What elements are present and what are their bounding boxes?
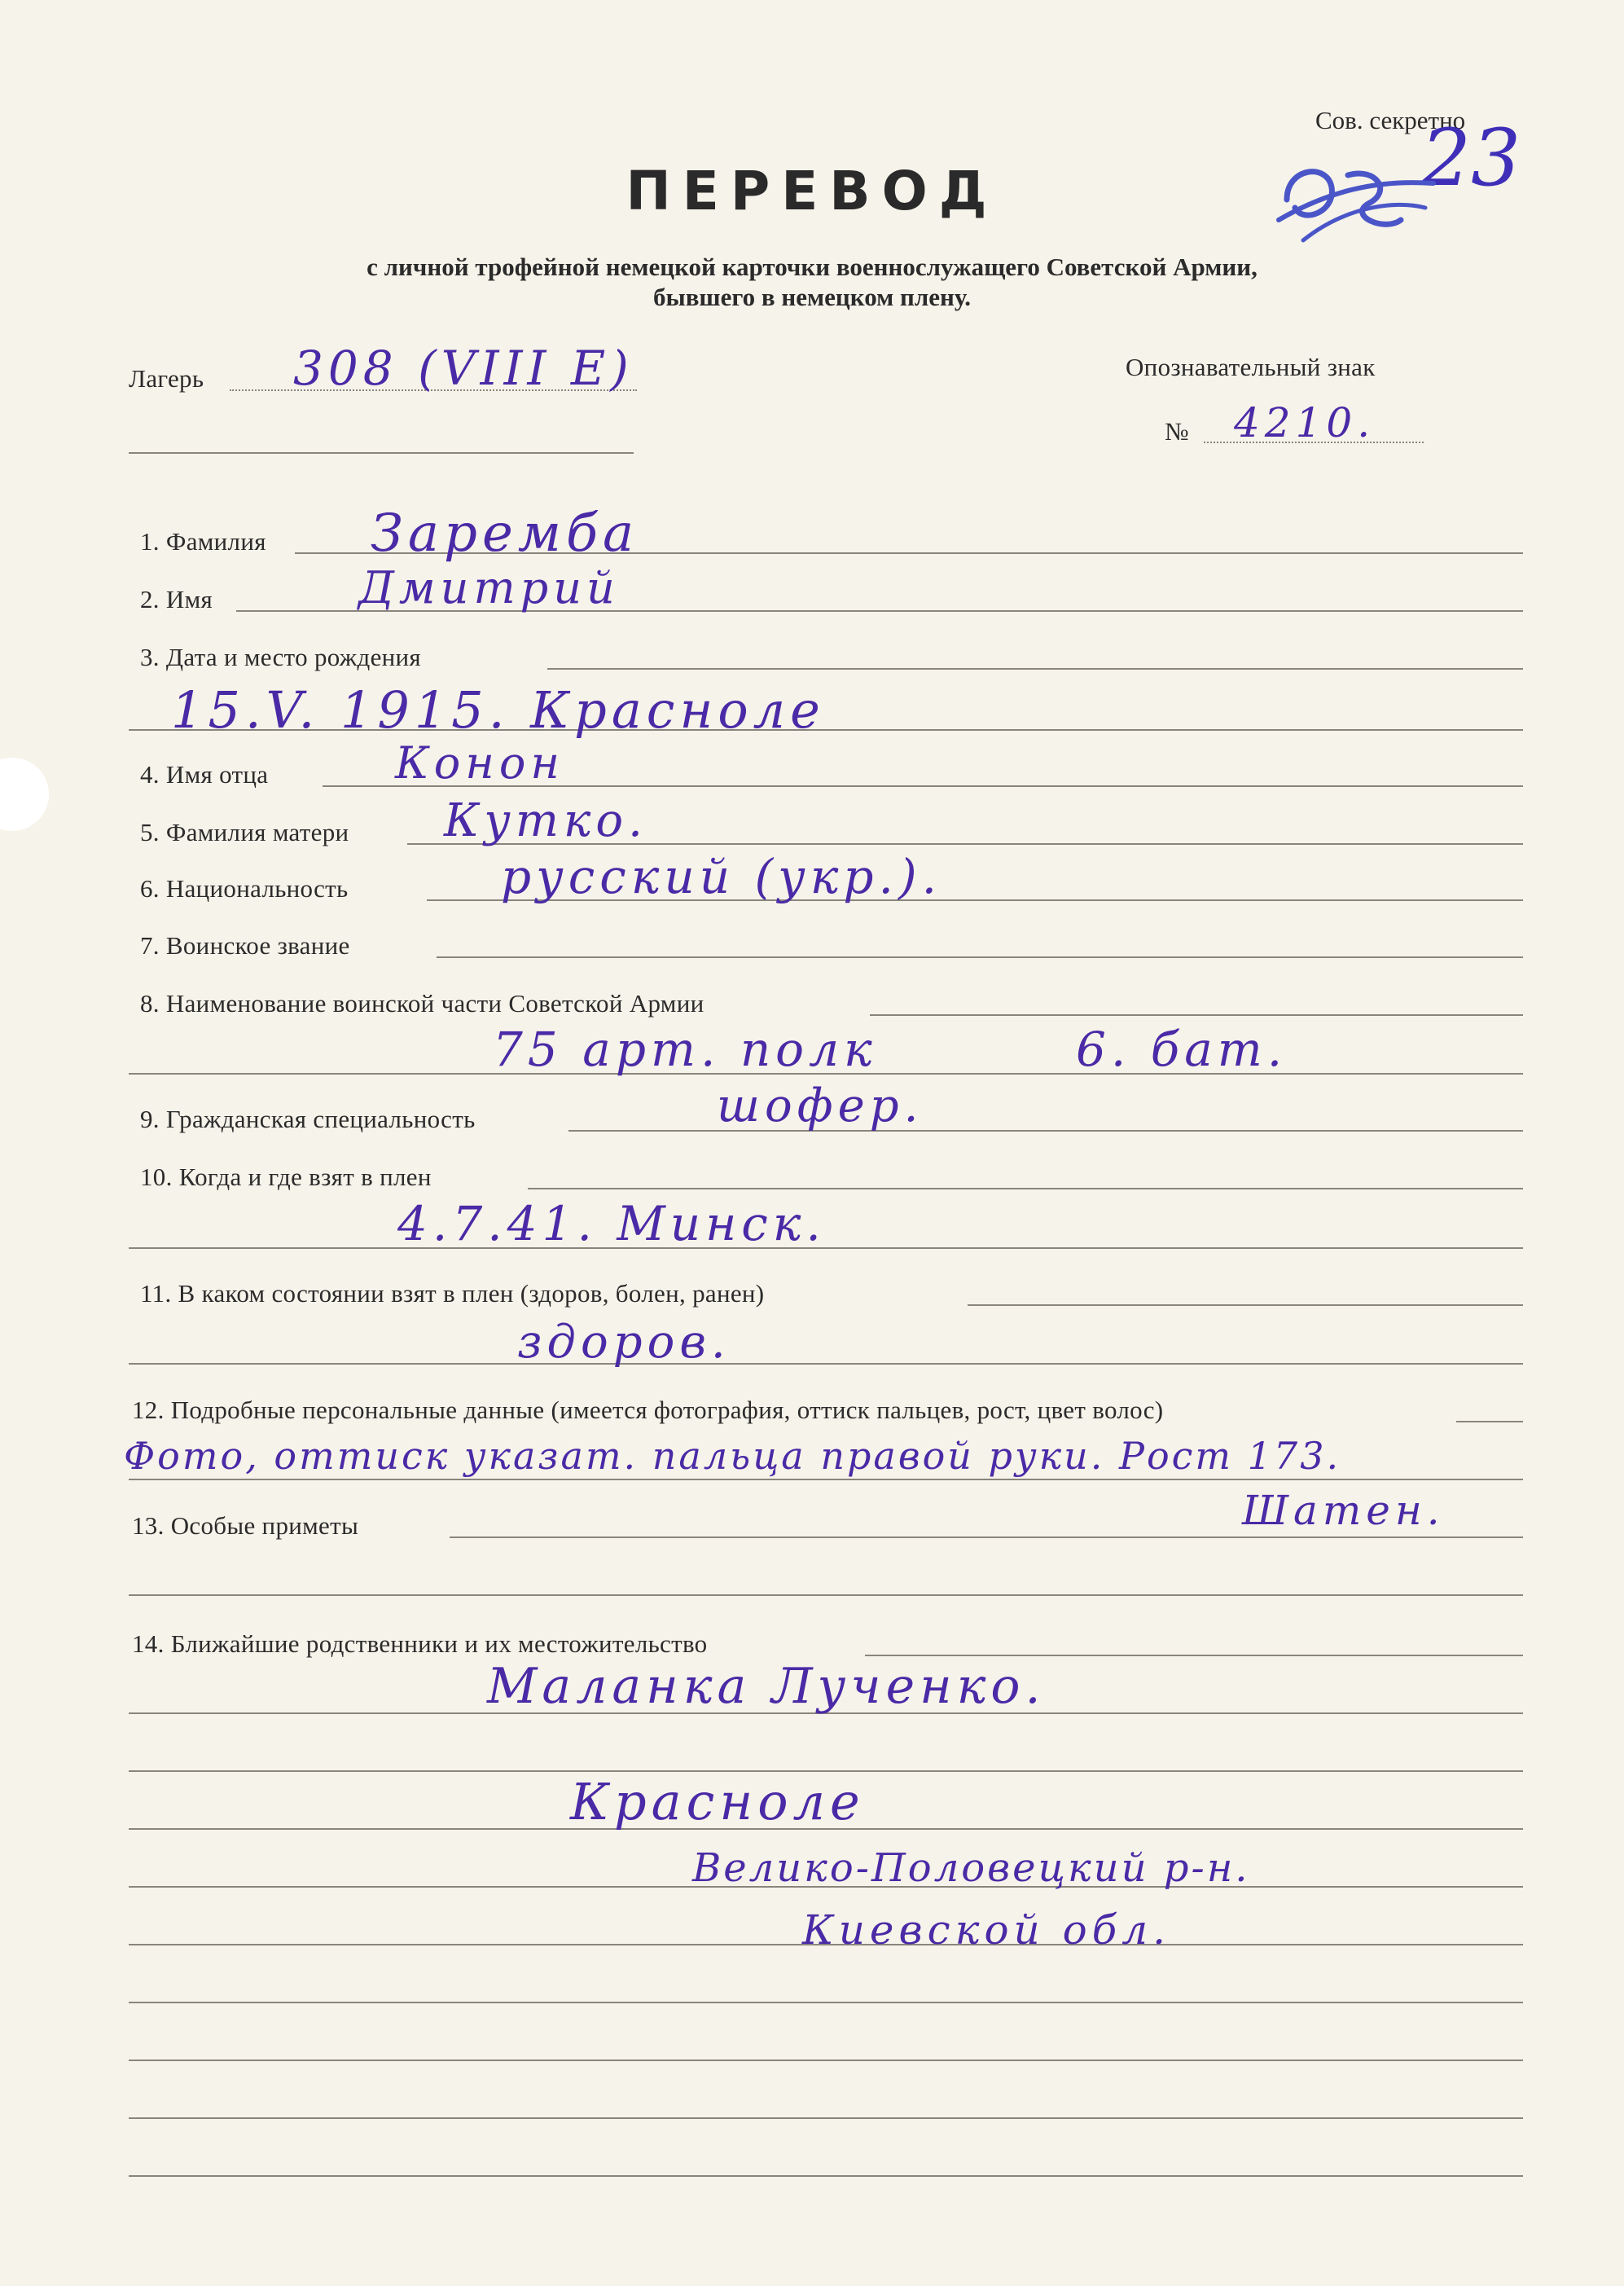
- field-4-label: 4. Имя отца: [140, 760, 269, 789]
- field-11-line-2: [129, 1363, 1523, 1365]
- field-9-label: 9. Гражданская специальность: [140, 1105, 476, 1133]
- field-14-line-8: [129, 2060, 1523, 2061]
- field-11-label: 11. В каком состоянии взят в плен (здоров, болен, ранен): [140, 1279, 765, 1308]
- field-14-line-10: [129, 2175, 1523, 2177]
- field-14-value-3: Велико-Половецкий р-н.: [692, 1845, 1250, 1891]
- document-title: ПЕРЕВОД: [625, 160, 999, 222]
- field-13-line-2: [129, 1594, 1523, 1596]
- classification-mark: Сов. секретно: [1315, 106, 1466, 134]
- subtitle-line-1: с личной трофейной немецкой карточки военнослужащего Советской Армии,: [366, 253, 1258, 281]
- field-13-label: 13. Особые приметы: [132, 1511, 359, 1540]
- field-14-line-9: [129, 2117, 1523, 2119]
- field-14-label: 14. Ближайшие родственники и их местожительство: [132, 1629, 708, 1658]
- field-12-value: Фото, оттиск указат. пальца правой руки. Рост 173.: [124, 1434, 1341, 1478]
- field-3-line: [547, 668, 1523, 670]
- field-10-label: 10. Когда и где взят в плен: [140, 1163, 432, 1191]
- field-1-label: 1. Фамилия: [140, 527, 266, 556]
- field-12-line-2: [129, 1479, 1523, 1480]
- field-8-label: 8. Наименование воинской части Советской Армии: [140, 989, 704, 1018]
- field-9-line: [568, 1130, 1523, 1132]
- field-3-value: 15.V. 1915. Красноле: [171, 680, 825, 740]
- field-8-value: 75 арт. полк 6. бат.: [493, 1022, 1288, 1077]
- punch-hole: [0, 758, 49, 831]
- field-14-value-2: Красноле: [570, 1772, 865, 1831]
- field-7-label: 7. Воинское звание: [140, 931, 350, 960]
- field-4-value: Конон: [395, 737, 564, 789]
- field-7-line: [437, 956, 1523, 958]
- field-2-value: Дмитрий: [358, 562, 620, 613]
- field-14-value-1: Маланка Лученко.: [487, 1658, 1046, 1715]
- field-10-line: [528, 1188, 1523, 1189]
- field-13-line: [450, 1536, 1523, 1538]
- field-6-value: русский (укр.).: [501, 849, 942, 904]
- subtitle-line-2: бывшего в немецком плену.: [652, 283, 972, 311]
- field-14-value-4: Киевской обл.: [802, 1906, 1170, 1954]
- id-mark-label: Опознавательный знак: [1126, 353, 1376, 381]
- field-9-value: шофер.: [717, 1079, 924, 1132]
- archive-number: 23: [1421, 112, 1521, 204]
- field-11-value: здоров.: [517, 1316, 731, 1369]
- field-3-label: 3. Дата и место рождения: [140, 643, 421, 671]
- field-10-line-2: [129, 1247, 1523, 1249]
- field-12-label: 12. Подробные персональные данные (имеется фотография, оттиск пальцев, рост, цвет волос): [132, 1396, 1164, 1424]
- field-2-label: 2. Имя: [140, 585, 213, 613]
- field-8-line: [870, 1014, 1523, 1016]
- camp-label: Лагерь: [129, 364, 204, 393]
- field-14-line-7: [129, 2002, 1523, 2003]
- field-5-label: 5. Фамилия матери: [140, 818, 349, 846]
- field-14-line: [865, 1655, 1523, 1656]
- id-mark-value: 4210.: [1234, 399, 1376, 446]
- id-mark-no: №: [1165, 417, 1189, 446]
- field-10-value: 4.7.41. Минск.: [397, 1196, 826, 1251]
- camp-second-line: [129, 452, 634, 454]
- field-1-value: Заремба: [371, 503, 639, 564]
- field-6-label: 6. Национальность: [140, 874, 349, 903]
- field-5-value: Кутко.: [444, 794, 647, 847]
- field-12-line: [1456, 1421, 1523, 1422]
- field-13-value: Шатен.: [1242, 1487, 1445, 1534]
- camp-value: 308 (VIII E): [293, 341, 634, 396]
- field-11-line: [968, 1304, 1523, 1306]
